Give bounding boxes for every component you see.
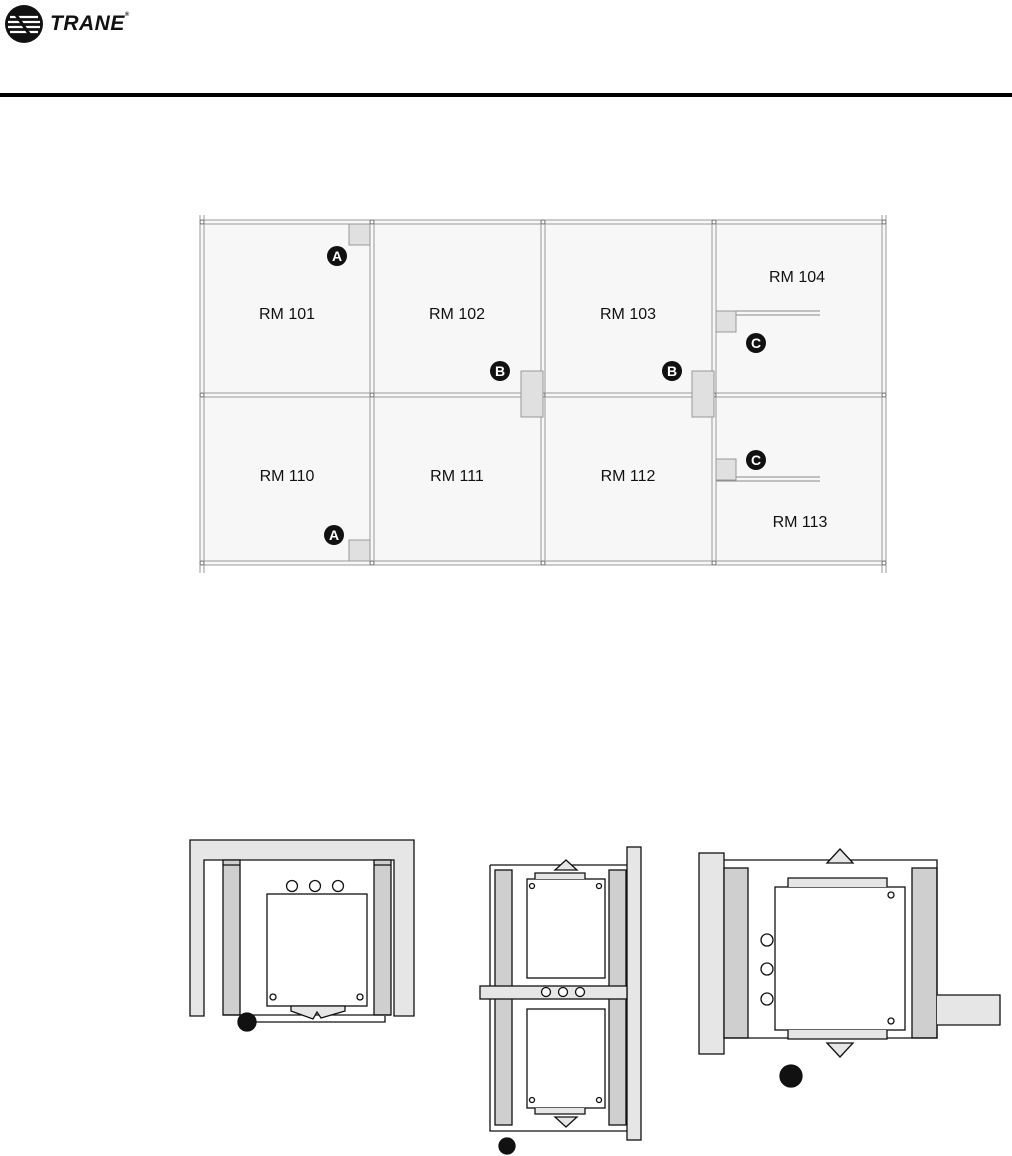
detail-a-callout [238,1013,256,1031]
svg-text:B: B [666,363,678,379]
room-label-101: RM 101 [258,306,316,323]
callout-b-left [490,361,510,381]
header-rule [0,93,1012,97]
svg-text:A: A [328,527,340,543]
unit-a-top [349,224,370,245]
callout-a-top [327,246,347,266]
room-label-111: RM 111 [430,468,484,485]
unit-b-right [692,371,714,417]
svg-text:B: B [494,363,506,379]
page-header [0,0,1012,100]
unit-b-left [521,371,543,417]
detail-a [190,840,414,1031]
callout-c-top [746,333,766,353]
detail-b-pipe-chase [480,986,627,999]
room-label-104: RM 104 [768,269,826,286]
callout-b-right [662,361,682,381]
detail-c [699,849,1000,1087]
callout-c-bottom [746,450,766,470]
brand-wordmark: TRANE® [50,12,130,35]
callout-a-bottom [324,525,344,545]
detail-b-wall-right [627,847,641,1140]
detail-c-insulation-left [724,868,748,1038]
detail-a-insulation-right [374,860,391,1015]
room-label-102: RM 102 [428,306,486,323]
detail-c-insulation-right [912,868,937,1038]
svg-text:C: C [750,452,762,468]
svg-text:A: A [331,248,343,264]
detail-b-unit-top [527,879,605,978]
room-label-110: RM 110 [259,468,315,485]
detail-a-insulation-left [223,860,240,1015]
detail-b [480,847,641,1154]
svg-text:C: C [750,335,762,351]
detail-c-unit [775,887,905,1030]
detail-b-callout [499,1138,515,1154]
detail-c-wall [699,853,724,1054]
unit-c-top [716,311,736,332]
trane-emblem-icon [4,4,44,44]
installation-details [185,835,1005,1156]
room-label-113: RM 113 [772,514,828,531]
floor-plan [190,205,900,580]
room-label-112: RM 112 [600,468,656,485]
trane-logo [4,4,130,44]
detail-c-callout [780,1065,802,1087]
detail-b-connections [542,988,585,997]
detail-c-duct [937,995,1000,1025]
detail-a-connections [287,881,344,892]
unit-c-bottom [716,459,736,480]
detail-c-connections [761,934,773,1005]
detail-a-outlet [291,1006,345,1019]
unit-a-bottom [349,540,370,561]
room-label-103: RM 103 [599,306,657,323]
detail-b-unit-bottom [527,1009,605,1108]
detail-a-unit [267,894,367,1006]
